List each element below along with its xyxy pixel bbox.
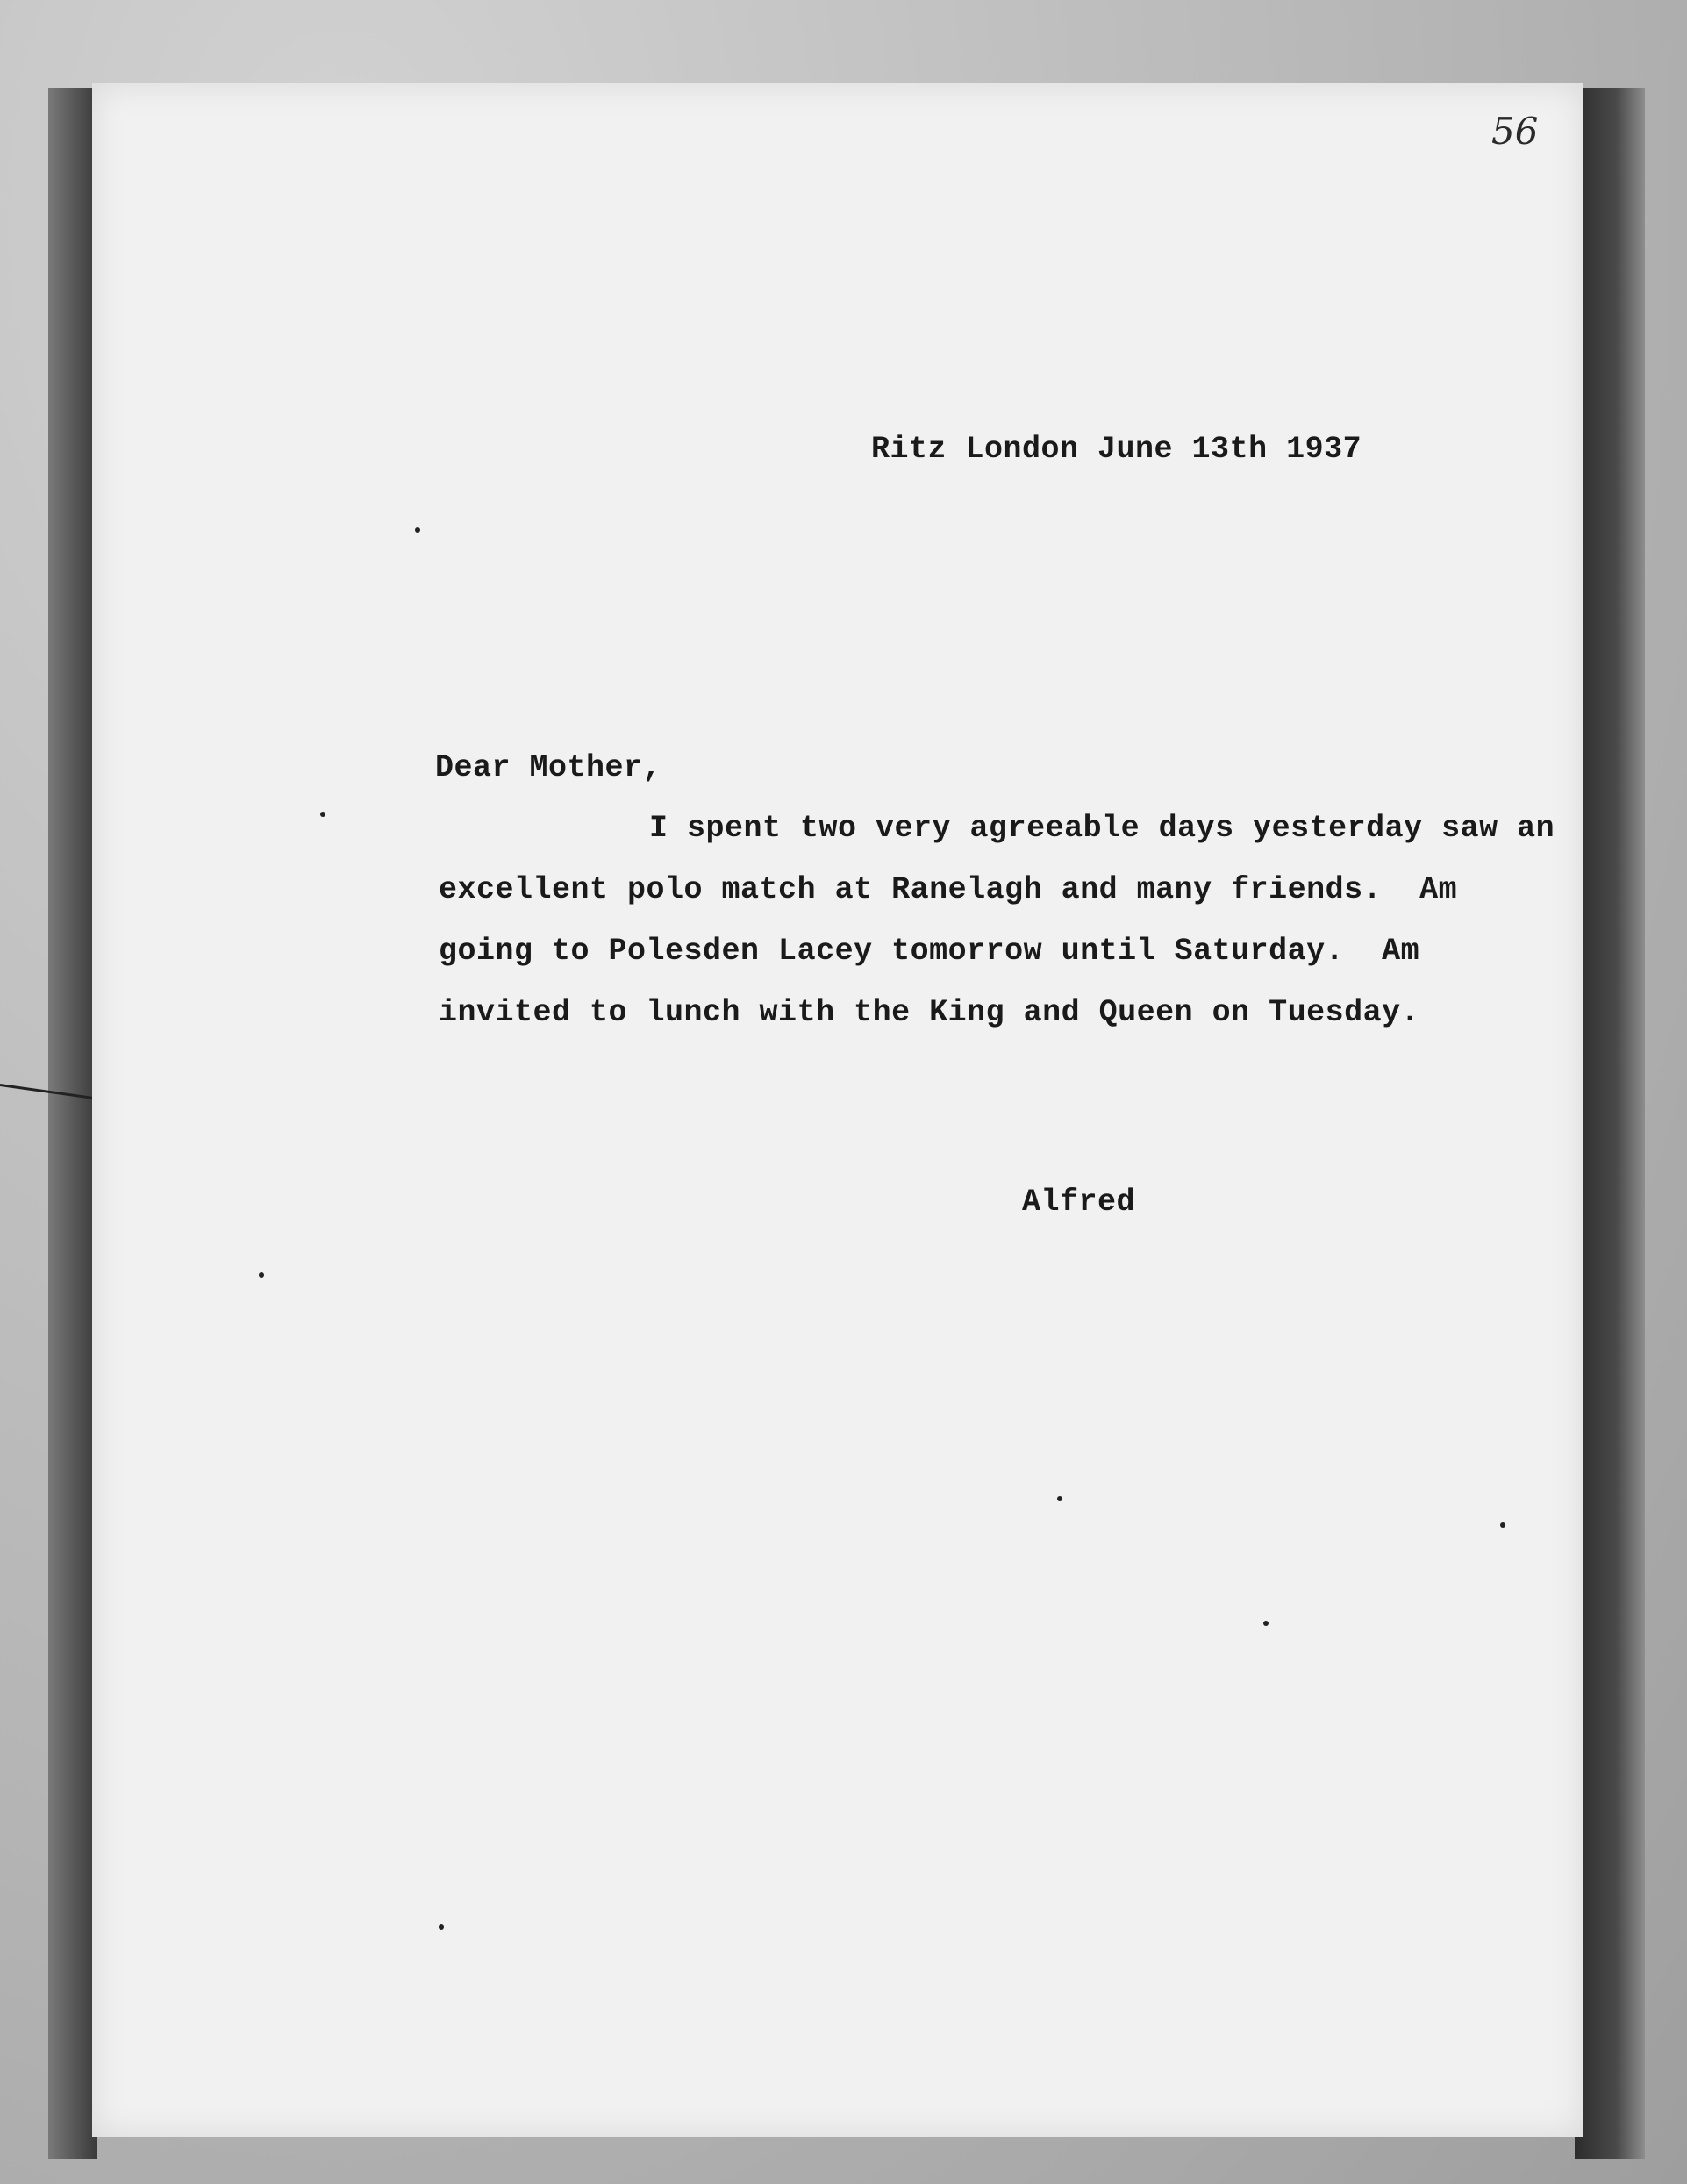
ink-speck xyxy=(1500,1522,1505,1528)
ink-speck xyxy=(1263,1621,1269,1626)
body-line: going to Polesden Lacey tomorrow until Saturday. Am xyxy=(439,934,1420,969)
ink-speck xyxy=(439,1924,444,1930)
body-line: invited to lunch with the King and Queen on Tuesday. xyxy=(439,995,1420,1030)
ink-speck xyxy=(415,527,420,533)
body-line: I spent two very agreeable days yesterday saw an xyxy=(649,811,1555,846)
letter-sheet xyxy=(92,83,1583,2137)
left-page-shadow xyxy=(48,88,97,2159)
letter-salutation: Dear Mother, xyxy=(435,750,662,785)
ink-speck xyxy=(1057,1496,1062,1501)
ink-speck xyxy=(320,812,325,817)
ink-speck xyxy=(259,1272,264,1278)
body-line: excellent polo match at Ranelagh and many friends. Am xyxy=(439,872,1458,907)
page-number: 56 xyxy=(1491,110,1539,153)
letter-dateline: Ritz London June 13th 1937 xyxy=(871,432,1362,467)
right-page-shadow xyxy=(1575,88,1645,2159)
letter-signature: Alfred xyxy=(1022,1185,1136,1220)
